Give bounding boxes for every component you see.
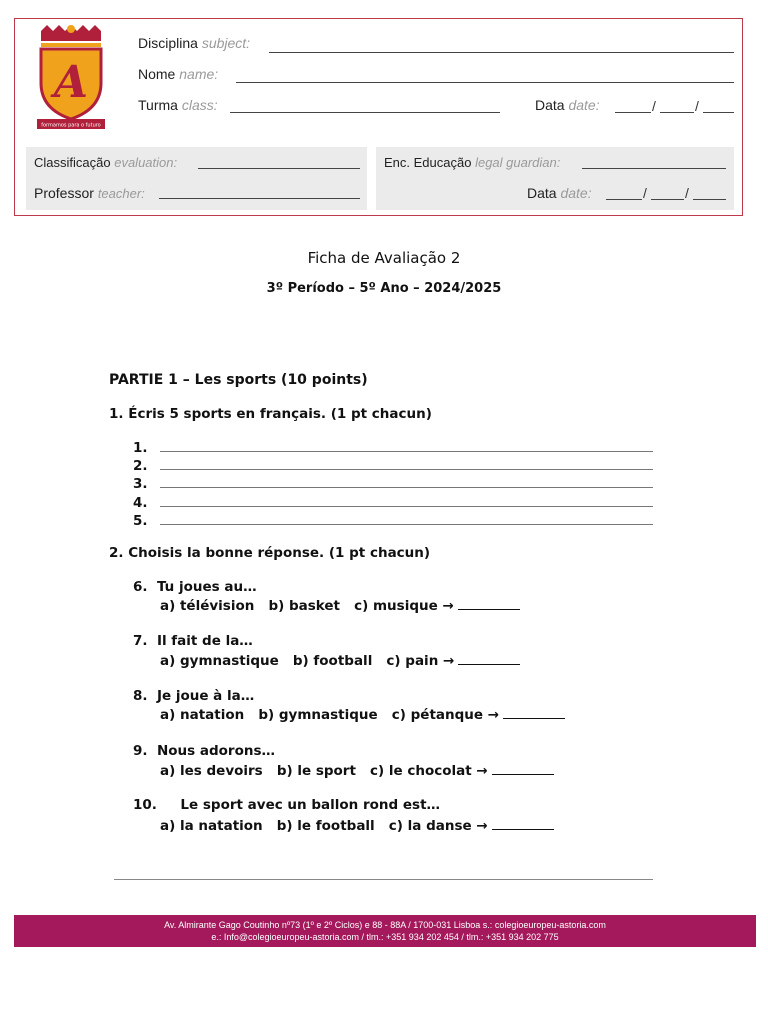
answer-number: 2. [133, 458, 148, 474]
footer-bar [14, 915, 756, 947]
answer-number: 5. [133, 513, 148, 529]
evaluation-panel [26, 147, 367, 210]
answer-line-5[interactable] [160, 524, 653, 525]
teacher-label: Professor teacher: [34, 185, 145, 201]
evaluation-label: Classificação evaluation: [34, 155, 178, 170]
question-item: 9. Nous adorons… [133, 743, 275, 759]
teacher-field[interactable] [159, 198, 360, 199]
class-field[interactable] [230, 112, 500, 113]
date-month-field[interactable] [660, 112, 694, 113]
answer-number: 1. [133, 440, 148, 456]
page-subtitle: 3º Período – 5º Ano – 2024/2025 [266, 281, 502, 296]
guardian-label: Enc. Educação legal guardian: [384, 155, 561, 170]
answer-number: 4. [133, 495, 148, 511]
date-label: Data date: [535, 97, 600, 113]
date2-year-field[interactable] [693, 199, 726, 200]
date2-label: Data date: [527, 185, 592, 201]
answer-line-2[interactable] [160, 469, 653, 470]
date-day-field[interactable] [615, 112, 651, 113]
footer-contacts: e.: Info@colegioeuropeu-astoria.com / tlm.: +351 934 202 454 / tlm.: +351 934 202 775 [211, 932, 559, 942]
part-heading: PARTIE 1 – Les sports (10 points) [109, 372, 368, 388]
answer-line-4[interactable] [160, 506, 653, 507]
date2-day-field[interactable] [606, 199, 642, 200]
subject-field[interactable] [269, 52, 734, 53]
question-2: 2. Choisis la bonne réponse. (1 pt chacun) [109, 545, 431, 561]
question-item: 8. Je joue à la… [133, 688, 255, 704]
date-separator: / [695, 98, 699, 114]
answer-blank[interactable] [503, 706, 565, 719]
question-options: a) télévision b) basket c) musique → [160, 597, 520, 614]
date2-month-field[interactable] [651, 199, 684, 200]
question-item: 6. Tu joues au… [133, 579, 257, 595]
page-title: Ficha de Avaliação 2 [307, 249, 461, 267]
guardian-field[interactable] [582, 168, 726, 169]
question-options: a) gymnastique b) football c) pain → [160, 652, 520, 669]
answer-blank[interactable] [458, 652, 520, 665]
question-item: 10. Le sport avec un ballon rond est… [133, 797, 441, 813]
question-options: a) natation b) gymnastique c) pétanque → [160, 706, 565, 723]
class-label: Turma class: [138, 97, 218, 113]
school-logo [37, 25, 105, 129]
question-item: 7. Il fait de la… [133, 633, 253, 649]
name-label: Nome name: [138, 66, 219, 82]
date-separator: / [652, 98, 656, 114]
header-box [14, 18, 743, 216]
date-separator: / [685, 185, 689, 201]
svg-text:formamos para o futuro: formamos para o futuro [41, 122, 101, 129]
answer-line-1[interactable] [160, 451, 653, 452]
question-options: a) la natation b) le football c) la danse → [160, 817, 554, 834]
date-separator: / [643, 185, 647, 201]
question-options: a) les devoirs b) le sport c) le chocolat → [160, 762, 554, 779]
answer-blank[interactable] [492, 817, 554, 830]
evaluation-field[interactable] [198, 168, 360, 169]
answer-number: 3. [133, 476, 148, 492]
answer-blank[interactable] [492, 762, 554, 775]
subject-label: Disciplina subject: [138, 35, 251, 51]
answer-blank[interactable] [458, 597, 520, 610]
date-year-field[interactable] [703, 112, 734, 113]
footer-address: Av. Almirante Gago Coutinho nº73 (1º e 2º Ciclos) e 88 - 88A / 1700-031 Lisboa s.: colegioeuropeu-astoria.com [164, 920, 606, 930]
question-1: 1. Écris 5 sports en français. (1 pt chacun) [109, 406, 432, 422]
bottom-divider [114, 879, 653, 880]
guardian-panel [376, 147, 734, 210]
name-field[interactable] [236, 82, 734, 83]
answer-line-3[interactable] [160, 487, 653, 488]
svg-text:A: A [53, 57, 89, 108]
